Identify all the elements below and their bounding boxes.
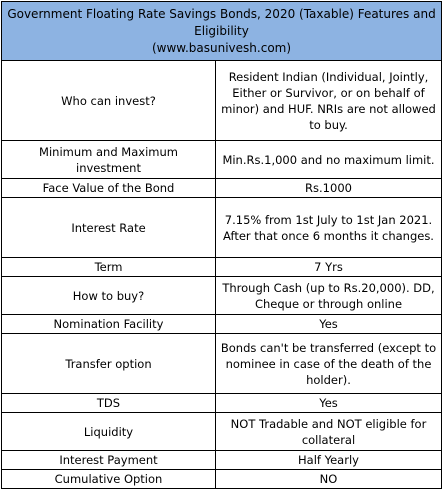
row-label: Nomination Facility <box>2 315 216 334</box>
table-row <box>2 198 442 258</box>
row-value: Half Yearly <box>216 451 442 470</box>
row-value: 7.15% from 1st July to 1st Jan 2021. After that once 6 months it changes. <box>216 198 442 258</box>
table-row <box>2 470 442 489</box>
row-value: Bonds can't be transferred (except to nominee in case of the death of the holder). <box>216 334 442 394</box>
table-header <box>2 2 442 61</box>
row-value: 7 Yrs <box>216 258 442 277</box>
table-row <box>2 141 442 179</box>
row-label: Transfer option <box>2 334 216 394</box>
row-label: Term <box>2 258 216 277</box>
row-value: Min.Rs.1,000 and no maximum limit. <box>216 141 442 179</box>
table-row <box>2 258 442 277</box>
table-row <box>2 394 442 413</box>
row-label: Interest Rate <box>2 198 216 258</box>
row-label: Who can invest? <box>2 61 216 141</box>
row-value: Resident Indian (Individual, Jointly, Either or Survivor, or on behalf of minor) and HUF. NRIs are not allowed to buy. <box>216 61 442 141</box>
row-value: Through Cash (up to Rs.20,000). DD, Cheque or through online <box>216 277 442 315</box>
features-table <box>1 1 442 489</box>
row-label: TDS <box>2 394 216 413</box>
row-label: Cumulative Option <box>2 470 216 489</box>
row-label: Face Value of the Bond <box>2 179 216 198</box>
table-row <box>2 451 442 470</box>
row-label: Minimum and Maximum investment <box>2 141 216 179</box>
row-value: NOT Tradable and NOT eligible for collateral <box>216 413 442 451</box>
row-label: Liquidity <box>2 413 216 451</box>
table-row <box>2 315 442 334</box>
row-label: How to buy? <box>2 277 216 315</box>
table-title: Government Floating Rate Savings Bonds, 2020 (Taxable) Features and Eligibility <box>7 6 436 38</box>
table-row <box>2 61 442 141</box>
table-header-row <box>2 2 442 61</box>
table-row <box>2 277 442 315</box>
row-value: Yes <box>216 394 442 413</box>
row-value: Rs.1000 <box>216 179 442 198</box>
table-source: (www.basunivesh.com) <box>151 40 292 55</box>
row-value: NO <box>216 470 442 489</box>
table-row <box>2 179 442 198</box>
table-row <box>2 413 442 451</box>
row-label: Interest Payment <box>2 451 216 470</box>
table-row <box>2 334 442 394</box>
row-value: Yes <box>216 315 442 334</box>
